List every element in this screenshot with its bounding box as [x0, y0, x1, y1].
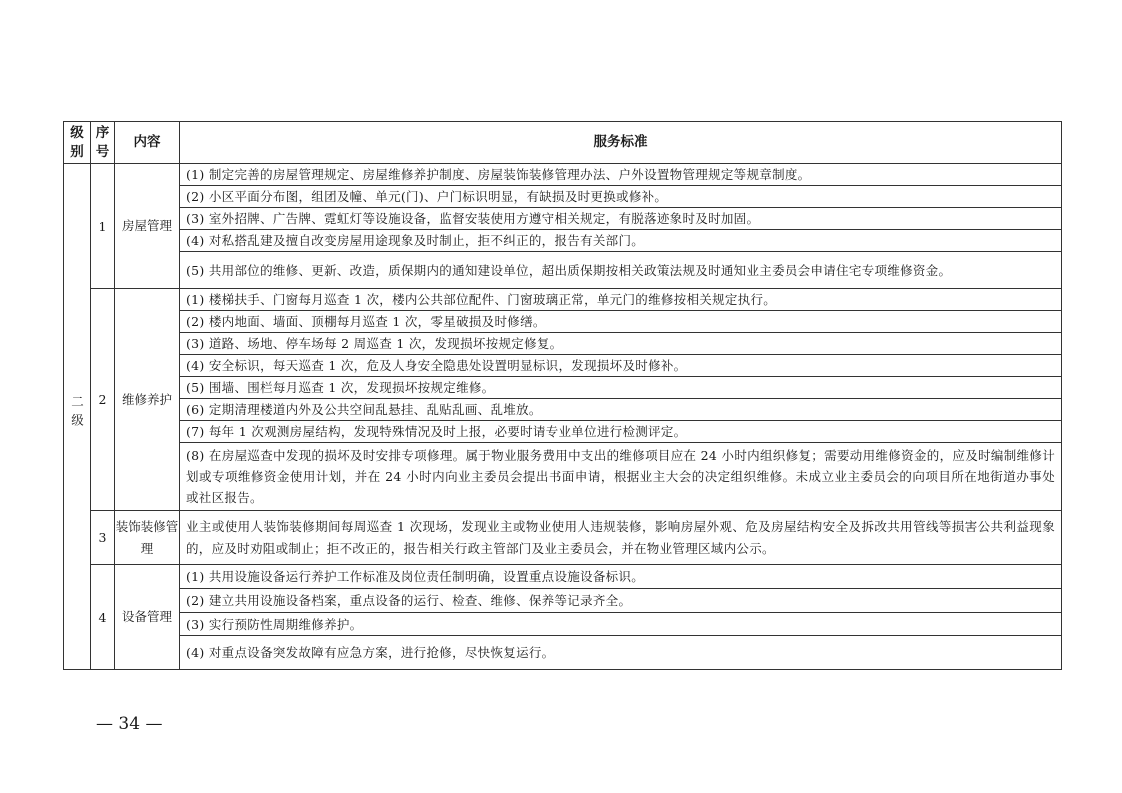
header-content: 内容 — [115, 122, 180, 164]
table-row — [64, 565, 1062, 589]
header-row — [64, 122, 1062, 164]
standard-item: (3) 室外招牌、广告牌、霓虹灯等设施设备，监督安装使用方遵守相关规定，有脱落迹象时及时加固。 — [180, 208, 1062, 230]
standard-item: 业主或使用人装饰装修期间每周巡查 1 次现场，发现业主或物业使用人违规装修，影响房屋外观、危及房屋结构安全及拆改共用管线等损害公共利益现象的，应及时劝阻或制止；拒不改正的，报告相关行政主管部门及业主委员会，并在物业管理区域内公示。 — [180, 511, 1062, 565]
seq-cell: 2 — [91, 289, 115, 511]
seq-cell: 3 — [91, 511, 115, 565]
level-cell — [64, 164, 91, 670]
service-standard-table — [63, 121, 1062, 670]
table-row — [64, 289, 1062, 311]
standard-item: (4) 安全标识，每天巡查 1 次，危及人身安全隐患处设置明显标识，发现损坏及时修补。 — [180, 355, 1062, 377]
standard-item: (7) 每年 1 次观测房屋结构，发现特殊情况及时上报，必要时请专业单位进行检测评定。 — [180, 421, 1062, 443]
seq-cell: 4 — [91, 565, 115, 670]
header-standard: 服务标准 — [180, 122, 1062, 164]
content-cell: 维修养护 — [115, 289, 180, 511]
table-row — [64, 252, 1062, 289]
standard-item: (6) 定期清理楼道内外及公共空间乱悬挂、乱贴乱画、乱堆放。 — [180, 399, 1062, 421]
standard-item: (8) 在房屋巡查中发现的损坏及时安排专项修理。属于物业服务费用中支出的维修项目应在 24 小时内组织修复；需要动用维修资金的，应及时编制维修计划或专项维修资金使用计划，并在 24 小时内向业主委员会提出书面申请，根据业主大会的决定组织维修。未成立业主委员会的向项目所在地街道办事处或社区报告。 — [180, 443, 1062, 511]
table-row — [64, 377, 1062, 399]
table-row — [64, 421, 1062, 443]
table-row — [64, 589, 1062, 613]
table-row — [64, 230, 1062, 252]
table-row — [64, 636, 1062, 670]
header-level: 级别 — [64, 122, 91, 164]
standard-item: (2) 楼内地面、墙面、顶棚每月巡查 1 次，零星破损及时修缮。 — [180, 311, 1062, 333]
standard-item: (3) 道路、场地、停车场每 2 周巡查 1 次，发现损坏按规定修复。 — [180, 333, 1062, 355]
content-cell: 装饰装修管理 — [115, 511, 180, 565]
standard-item: (3) 实行预防性周期维修养护。 — [180, 613, 1062, 636]
standard-item: (2) 小区平面分布图，组团及幢、单元(门)、户门标识明显，有缺损及时更换或修补。 — [180, 186, 1062, 208]
standard-item: (5) 围墙、围栏每月巡查 1 次，发现损坏按规定维修。 — [180, 377, 1062, 399]
page-number: — 34 — — [96, 714, 163, 734]
content-cell: 设备管理 — [115, 565, 180, 670]
content-cell: 房屋管理 — [115, 164, 180, 289]
standard-item: (4) 对重点设备突发故障有应急方案，进行抢修，尽快恢复运行。 — [180, 636, 1062, 670]
table-row — [64, 164, 1062, 186]
table-row — [64, 333, 1062, 355]
table-row — [64, 443, 1062, 511]
table-row — [64, 186, 1062, 208]
table-row — [64, 399, 1062, 421]
header-seq: 序号 — [91, 122, 115, 164]
standard-item: (1) 共用设施设备运行养护工作标准及岗位责任制明确，设置重点设施设备标识。 — [180, 565, 1062, 589]
standard-item: (1) 楼梯扶手、门窗每月巡查 1 次，楼内公共部位配件、门窗玻璃正常，单元门的维修按相关规定执行。 — [180, 289, 1062, 311]
table-row — [64, 511, 1062, 565]
table-row — [64, 311, 1062, 333]
standard-item: (4) 对私搭乱建及擅自改变房屋用途现象及时制止，拒不纠正的，报告有关部门。 — [180, 230, 1062, 252]
level-label: 二级 — [69, 395, 85, 432]
standard-item: (1) 制定完善的房屋管理规定、房屋维修养护制度、房屋装饰装修管理办法、户外设置物管理规定等规章制度。 — [180, 164, 1062, 186]
standard-item: (5) 共用部位的维修、更新、改造，质保期内的通知建设单位，超出质保期按相关政策法规及时通知业主委员会申请住宅专项维修资金。 — [180, 252, 1062, 289]
table-row — [64, 208, 1062, 230]
seq-cell: 1 — [91, 164, 115, 289]
standard-item: (2) 建立共用设施设备档案，重点设备的运行、检查、维修、保养等记录齐全。 — [180, 589, 1062, 613]
table-row — [64, 355, 1062, 377]
table-row — [64, 613, 1062, 636]
